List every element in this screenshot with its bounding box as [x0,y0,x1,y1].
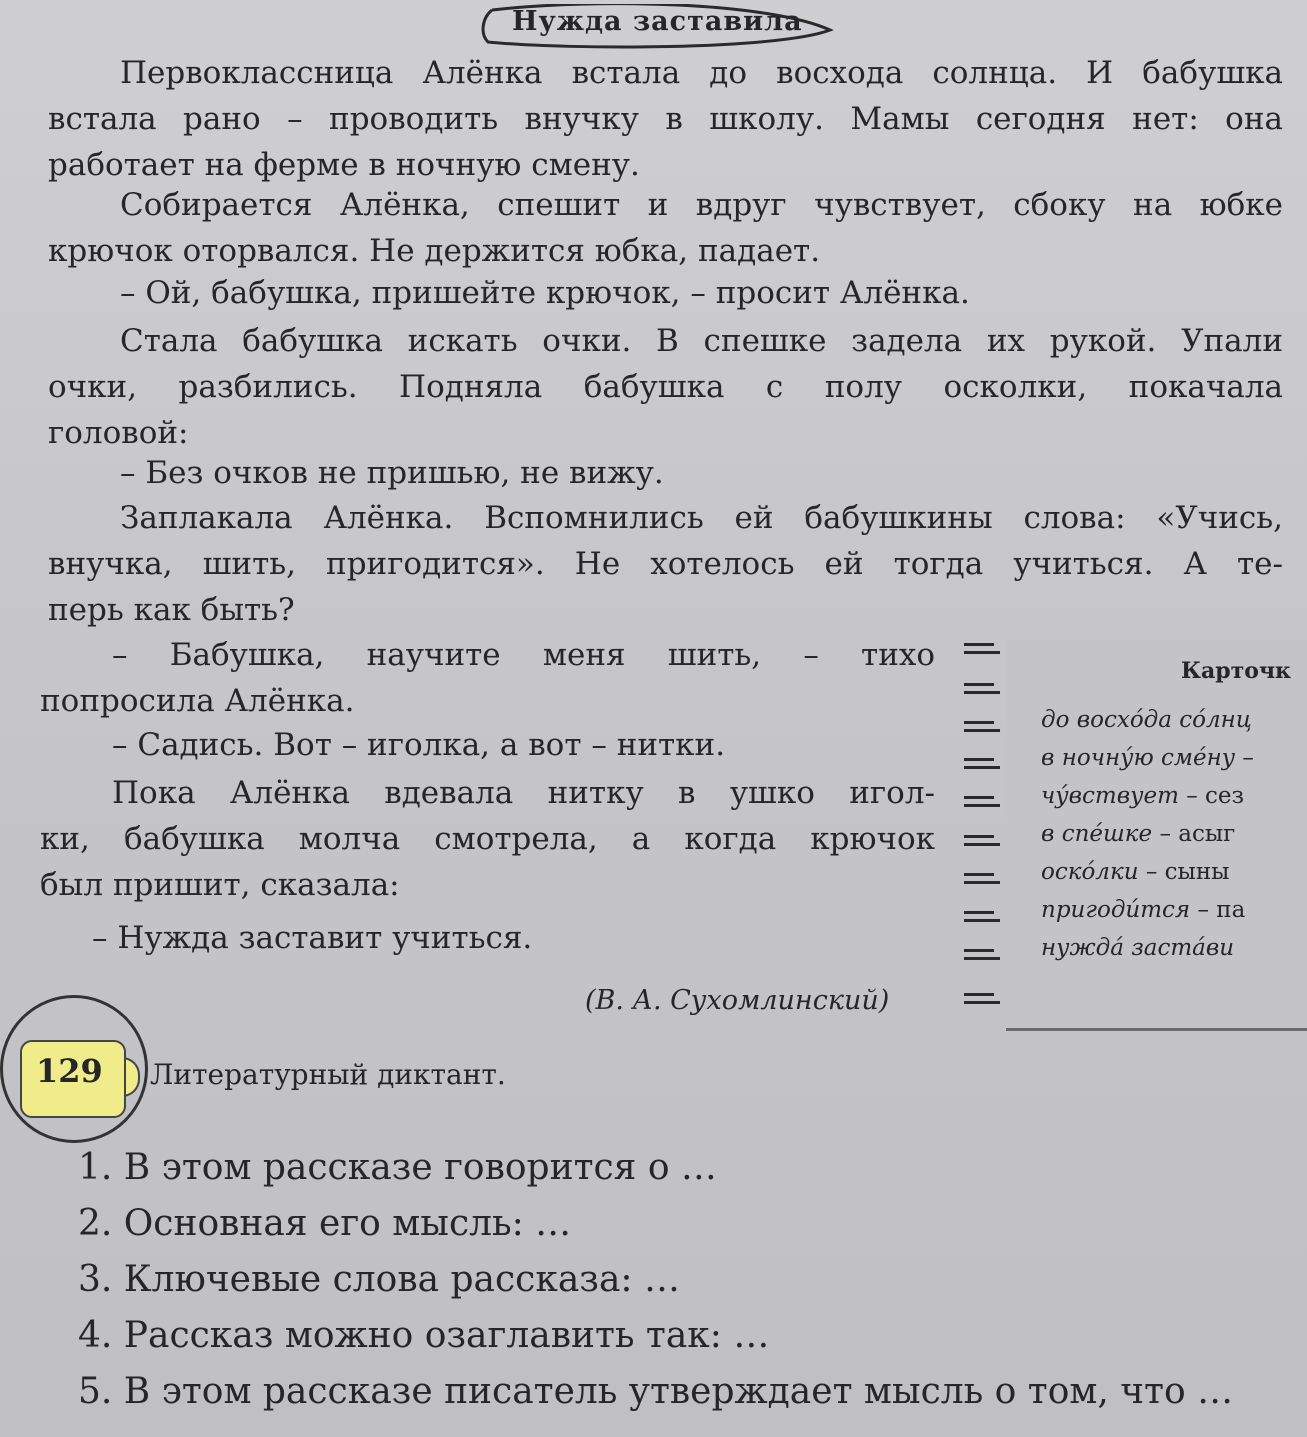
binding-mark [958,990,1006,1010]
binding-mark [958,946,1006,966]
story-title [478,4,838,48]
paragraph-1: Первоклассница Алёнка встала до восхода солнца. И бабушка встала рано – проводить внучку в школу. Мамы сегодня нет: она работает на ферме в ночную смену. [48,55,1283,183]
card-title: Карточк [1181,658,1291,684]
dictation-questions [78,1140,1233,1420]
vocab-entry: до восхо́да со́лнц [1041,707,1252,733]
paragraph-9: Пока Алёнка вдевала нитку в ушко игол- ки, бабушка молча смотрела, а когда крючок был пришит, сказала: [40,775,935,903]
vocabulary-list [1041,707,1307,973]
paragraph-3: – Ой, бабушка, пришейте крючок, – просит Алёнка. [120,275,970,311]
question-item: 2. Основная его мысль: … [78,1203,572,1244]
binding-mark [958,755,1006,775]
paragraph-2: Собирается Алёнка, спешит и вдруг чувствует, сбоку на юбке крючок оторвался. Не держится юбка, падает. [48,187,1283,269]
paragraph-4: Стала бабушка искать очки. В спешке задела их рукой. Упали очки, разбились. Подняла бабушка с полу осколки, покачала головой: [48,323,1283,451]
binding-marks [958,640,1008,1020]
binding-mark [958,793,1006,813]
vocab-entry: в ночну́ю сме́ну – [1041,745,1254,771]
paragraph-8: – Садись. Вот – иголка, а вот – нитки. [112,727,726,763]
exercise-number: 129 [36,1052,103,1090]
binding-mark [958,718,1006,738]
binding-mark [958,870,1006,890]
vocab-entry: чу́вствует – сез [1041,783,1245,809]
story-title-text: Нужда заставила [512,6,803,37]
question-item: 3. Ключевые слова рассказа: … [78,1259,680,1300]
binding-mark [958,908,1006,928]
card-divider [1006,1028,1307,1031]
vocab-entry: пригоди́тся – па [1041,897,1246,923]
vocab-entry: оско́лки – сыны [1041,859,1230,885]
paragraph-10: – Нужда заставит учиться. [92,920,533,956]
binding-mark [958,680,1006,700]
binding-mark [958,832,1006,852]
paragraph-7: – Бабушка, научите меня шить, – тихо попросила Алёнка. [40,637,935,719]
story-author: (В. А. Сухомлинский) [585,985,890,1016]
question-item: 5. В этом рассказе писатель утверждает мысль о том, что … [78,1371,1234,1412]
vocab-entry: нужда́ заста́ви [1041,935,1235,961]
paragraph-6: Заплакала Алёнка. Вспомнились ей бабушкины слова: «Учись, внучка, шить, пригодится». Не хотелось ей тогда учиться. А те- перь как быть? [48,500,1283,628]
binding-mark [958,640,1006,660]
vocabulary-card [1006,640,1307,1040]
paragraph-5: – Без очков не пришью, не вижу. [120,455,664,491]
question-item: 1. В этом рассказе говорится о … [78,1147,717,1188]
exercise-title: Литературный диктант. [150,1058,506,1091]
vocab-entry: в спе́шке – асыг [1041,821,1236,847]
question-item: 4. Рассказ можно озаглавить так: … [78,1315,770,1356]
exercise-number-badge [0,995,150,1145]
